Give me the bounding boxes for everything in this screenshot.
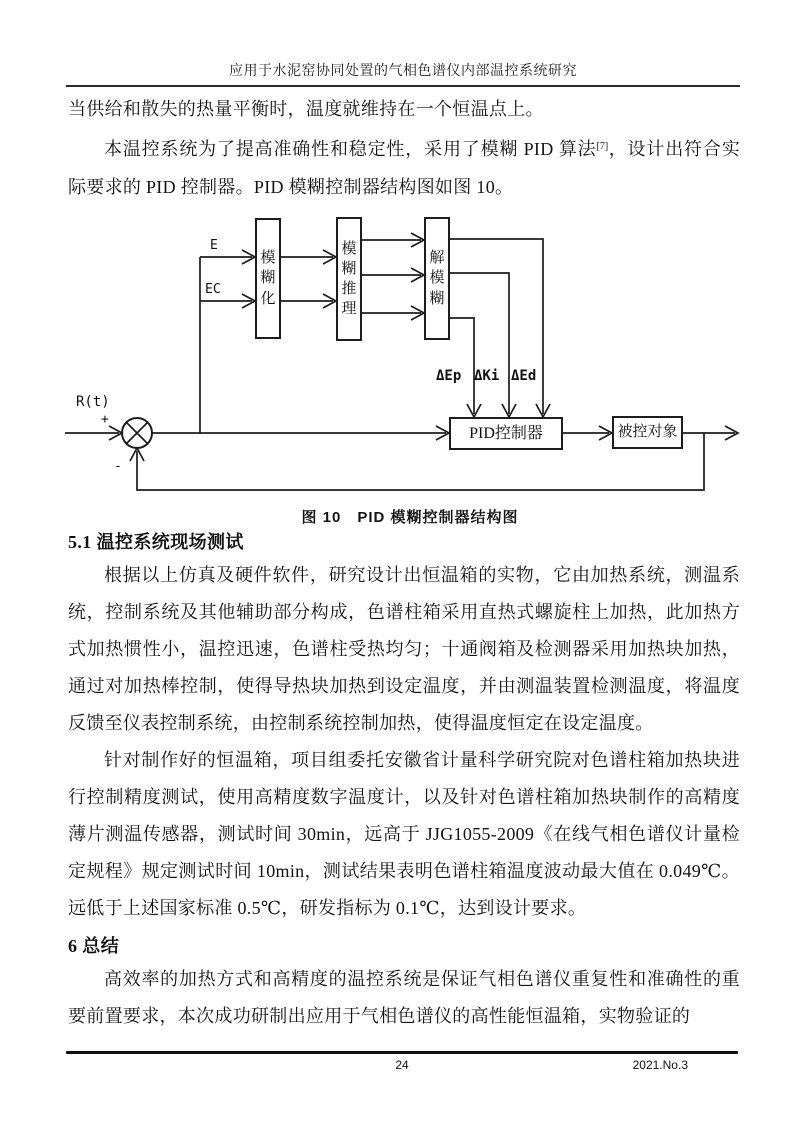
intro-block — [68, 90, 740, 206]
plus-sign: + — [101, 412, 109, 427]
paragraph: 根据以上仿真及硬件软件，研究设计出恒温箱的实物，它由加热系统，测温系统，控制系统及其他辅助部分构成，色谱柱箱采用直热式螺旋柱上加热，此加热方式加热惯性小，温控迅速，色谱柱受热均匀；十通阀箱及检测器采用加热块加热，通过对加热棒控制，使得导热块加热到设定温度，并由测温装置检测温度，将温度反馈至仪表控制系统，由控制系统控制加热，使得温度恒定在设定温度。 — [68, 565, 740, 733]
section-6-heading: 6 总结 — [68, 936, 120, 956]
page-footer — [66, 1051, 738, 1074]
pid-controller-block: PID控制器 — [449, 417, 563, 450]
delta-ki-label: ΔKi — [474, 368, 500, 384]
minus-sign: - — [114, 459, 122, 474]
delta-ed-label: ΔEd — [511, 368, 537, 384]
paragraph: 高效率的加热方式和高精度的温控系统是保证气相色谱仪重复性和准确性的重要前置要求，本次成功研制出应用于气相色谱仪的高性能恒温箱，实物验证的 — [68, 969, 740, 1026]
defuzzify-block: 解模糊 — [424, 217, 450, 340]
page-number: 24 — [395, 1058, 409, 1072]
paragraph: 针对制作好的恒温箱，项目组委托安徽省计量科学研究院对色谱柱箱加热块进行控制精度测试，使用高精度数字温度计，以及针对色谱柱箱加热块制作的高精度薄片测温传感器，测试时间 30min，远高于 JJG1055-2009《在线气相色谱仪计量检定规程》规定测试时间 10min，测试结果表明色谱柱箱温度波动最大值在 0.049℃。远低于上述国家标准 0.5℃，研发指标为 0.1℃，达到设计要求。 — [68, 750, 740, 918]
citation-ref: [7] — [596, 141, 609, 152]
input-signal-label: R(t) — [76, 394, 110, 410]
pid-fuzzy-controller-diagram — [60, 210, 760, 506]
delta-ep-label: ΔEp — [436, 368, 462, 384]
footer-rule — [66, 1051, 738, 1054]
paragraph — [68, 128, 740, 206]
running-header — [66, 60, 740, 87]
inference-block: 模糊推理 — [336, 217, 362, 341]
figure-10 — [60, 210, 760, 526]
diagram-connectors — [60, 210, 760, 506]
paragraph-text: 本温控系统为了提高准确性和稳定性，采用了模糊 PID 算法 — [104, 139, 597, 159]
plant-block: 被控对象 — [612, 416, 683, 449]
paragraph-text: ，设计出符合实际要求的 PID 控制器。PID 模糊控制器结构图如图 10。 — [68, 139, 741, 197]
footer-row — [66, 1058, 738, 1074]
main-text-block — [68, 527, 740, 1035]
figure-caption: 图 10 PID 模糊控制器结构图 — [301, 509, 519, 526]
running-header-title: 应用于水泥窑协同处置的气相色谱仪内部温控系统研究 — [229, 64, 577, 79]
e-signal-label: E — [210, 238, 218, 253]
ec-signal-label: EC — [205, 282, 221, 297]
paragraph: 当供给和散失的热量平衡时，温度就维持在一个恒温点上。 — [68, 99, 544, 119]
section-5-1-heading: 5.1 温控系统现场测试 — [68, 532, 244, 552]
fuzzify-block: 模糊化 — [255, 218, 281, 339]
issue-label: 2021.No.3 — [632, 1058, 688, 1072]
